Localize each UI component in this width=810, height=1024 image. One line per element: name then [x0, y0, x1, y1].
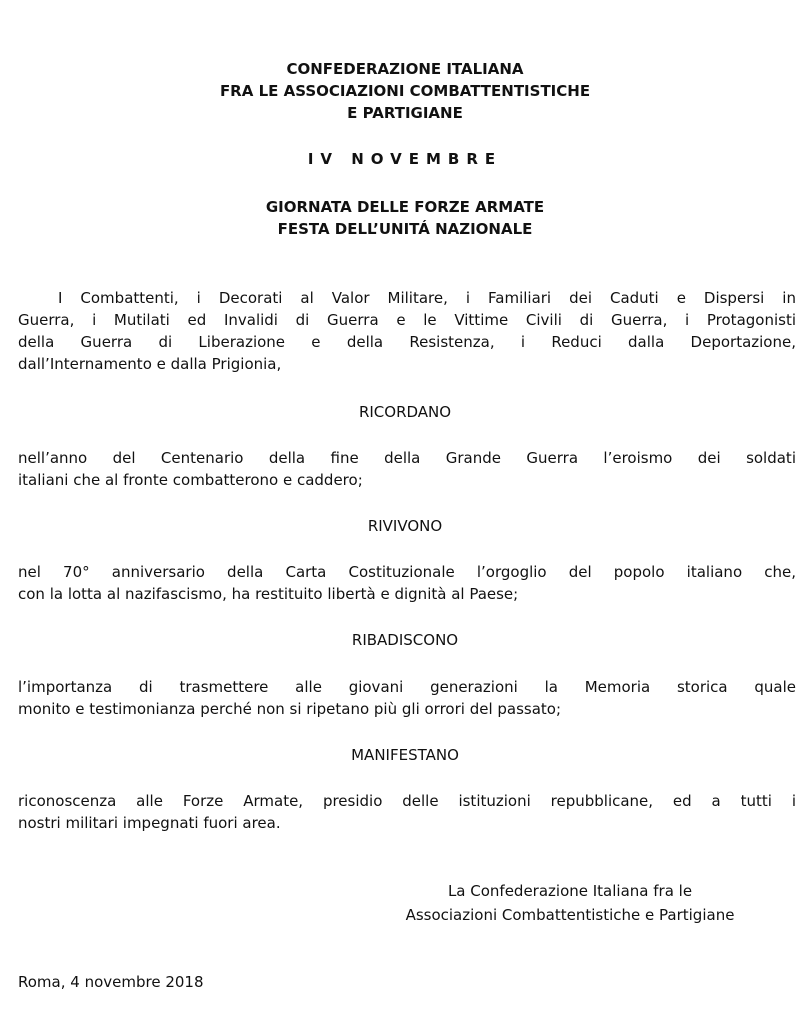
section-paragraph: [18, 561, 796, 605]
paragraph-line: con la lotta al nazifascismo, ha restituito libertà e dignità al Paese;: [18, 585, 519, 603]
paragraph-line: italiani che al fronte combatterono e caddero;: [18, 471, 363, 489]
paragraph-line: nell’anno del Centenario della fine della Grande Guerra l’eroismo dei soldati: [18, 449, 796, 467]
place-date: Roma, 4 novembre 2018: [18, 973, 204, 991]
intro-line-1: I Combattenti, i Decorati al Valor Militare, i Familiari dei Caduti e Dispersi in: [58, 289, 796, 307]
header-line-2: FRA LE ASSOCIAZIONI COMBATTENTISTICHE: [219, 82, 591, 100]
signature-block: [340, 879, 800, 927]
document-header: [0, 58, 810, 124]
header-line-3: E PARTIGIANE: [347, 104, 463, 122]
document-subheader: [0, 196, 810, 240]
verb-heading: RIVIVONO: [367, 517, 443, 535]
subheader-line-1: GIORNATA DELLE FORZE ARMATE: [265, 198, 545, 216]
section-paragraph: [18, 676, 796, 720]
paragraph-line: riconoscenza alle Forze Armate, presidio delle istituzioni repubblicane, ed a tutti i: [18, 792, 796, 810]
verb-heading: MANIFESTANO: [351, 746, 459, 764]
verb-heading: RIBADISCONO: [351, 631, 459, 649]
subheader-line-2: FESTA DELL’UNITÁ NAZIONALE: [277, 220, 533, 238]
date-title: IV NOVEMBRE: [307, 150, 503, 168]
intro-line-2: Guerra, i Mutilati ed Invalidi di Guerra e le Vittime Civili di Guerra, i Protagonisti: [18, 311, 796, 329]
section-paragraph: [18, 447, 796, 491]
intro-line-4: dall’Internamento e dalla Prigionia,: [18, 355, 282, 373]
intro-line-3: della Guerra di Liberazione e della Resistenza, i Reduci dalla Deportazione,: [18, 333, 796, 351]
verb-heading: RICORDANO: [358, 403, 452, 421]
paragraph-line: nel 70° anniversario della Carta Costituzionale l’orgoglio del popolo italiano che,: [18, 563, 796, 581]
header-line-1: CONFEDERAZIONE ITALIANA: [286, 60, 524, 78]
signature-line-1: La Confederazione Italiana fra le: [447, 882, 693, 900]
section-paragraph: [18, 790, 796, 834]
paragraph-line: l’importanza di trasmettere alle giovani generazioni la Memoria storica quale: [18, 678, 796, 696]
paragraph-line: monito e testimonianza perché non si ripetano più gli orrori del passato;: [18, 700, 562, 718]
intro-paragraph: [18, 287, 796, 375]
signature-line-2: Associazioni Combattentistiche e Partigiane: [405, 906, 735, 924]
paragraph-line: nostri militari impegnati fuori area.: [18, 814, 281, 832]
